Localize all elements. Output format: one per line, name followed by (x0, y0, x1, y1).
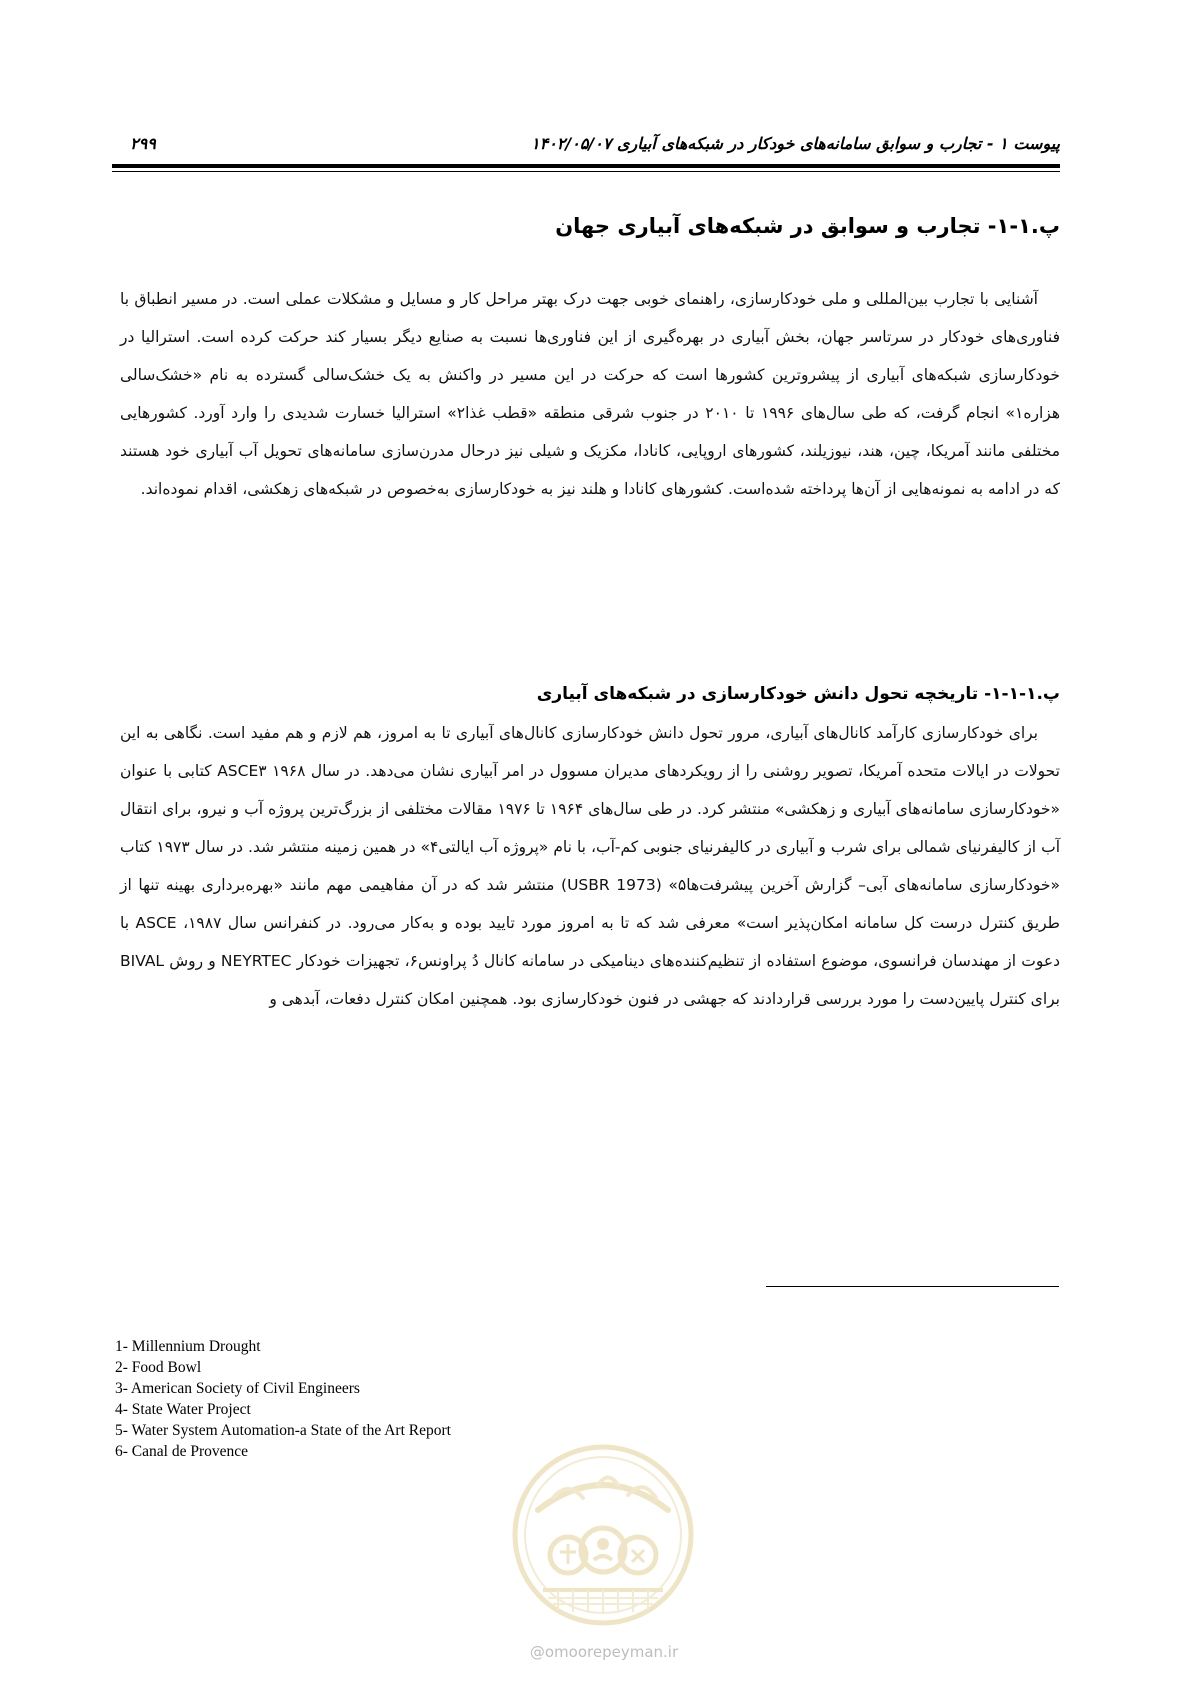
footnote: 5- Water System Automation-a State of the Art Report (115, 1422, 451, 1439)
footnote: 2- Food Bowl (115, 1359, 202, 1376)
subsection-heading: پ.۱-۱-۱- تاریخچه تحول دانش خودکارسازی در شبکه‌های آبیاری (536, 684, 1060, 704)
section-paragraph (120, 280, 1060, 508)
footnote: 6- Canal de Provence (115, 1443, 248, 1460)
watermark-url: @omoorepeyman.ir (529, 1643, 679, 1661)
header-rule-thin (112, 171, 1060, 172)
running-header (112, 126, 1060, 162)
header-title: پیوست ۱ - تجارب و سوابق سامانه‌های خودکار در شبکه‌های آبیاری ۱۴۰۲/۰۵/۰۷ (531, 134, 1060, 153)
footnote-separator (766, 1286, 1059, 1287)
subsection-paragraph (120, 714, 1060, 1018)
header-rule (112, 164, 1060, 168)
footnote: 4- State Water Project (115, 1401, 251, 1418)
subsection-paragraph-text: برای خودکارسازی کارآمد کانال‌های آبیاری، مرور تحول دانش خودکارسازی کانال‌های آبیاری تا به امروز، هم لازم و هم مفید است. نگاهی به این تحولات در ایالات متحده آمریکا، تصویر روشنی را از رویکردهای مدیران مسوول در امر آبیاری نشان می‌دهد. در سال ۱۹۶۸ ASCE۳ کتابی با عنوان «خودکارسازی سامانه‌های آبیاری و زهکشی» منتشر کرد. در طی سال‌های ۱۹۶۴ تا ۱۹۷۶ مقالات مختلفی از بزرگ‌ترین پروژه آب و نیرو، برای انتقال آب از کالیفرنیای شمالی برای شرب و آبیاری در کالیفرنیای جنوبی کم-آب، با نام «پروژه آب ایالتی۴» در همین زمینه منتشر شد. در سال ۱۹۷۳ کتاب «خودکارسازی سامانه‌های آبی– گزارش آخرین پیشرفت‌ها۵» (USBR 1973) منتشر شد که در آن مفاهیمی مهم مانند «بهره‌برداری بهینه تنها از طریق کنترل درست کل سامانه امکان‌پذیر است» معرفی شد که تا به امروز مورد تایید بوده و به‌کار می‌رود. در کنفرانس سال ۱۹۸۷، ASCE با دعوت از مهندسان فرانسوی، موضوع استفاده از تنظیم‌کننده‌های دینامیکی در سامانه کانال دُ پراونس۶، تجهیزات خودکار NEYRTEC و روش BIVAL برای کنترل پایین‌دست را مورد بررسی قراردادند که جهشی در فنون خودکارسازی بود. همچنین امکان کنترل دفعات، آبدهی و (120, 724, 1061, 1008)
footnote: 3- American Society of Civil Engineers (115, 1380, 360, 1397)
footnote: 1- Millennium Drought (115, 1338, 261, 1355)
watermark-seal-icon (508, 1440, 698, 1630)
section-heading: پ.۱-۱- تجارب و سوابق در شبکه‌های آبیاری جهان (555, 214, 1060, 238)
section-paragraph-text: آشنایی با تجارب بین‌المللی و ملی خودکارسازی، راهنمای خوبی جهت درک بهتر مراحل کار و مسایل و مشکلات عملی است. در مسیر انطباق با فناوری‌های خودکار در سرتاسر جهان، بخش آبیاری در بهره‌گیری از این فناوری‌ها نسبت به صنایع دیگر بسیار کند حرکت کرده است. استرالیا در خودکارسازی شبکه‌های آبیاری از پیشروترین کشورها است که حرکت در این مسیر در واکنش به یک خشک‌سالی گسترده به نام «خشک‌سالی هزاره۱» انجام گرفت، که طی سال‌های ۱۹۹۶ تا ۲۰۱۰ در جنوب شرقی منطقه «قطب غذا۲» استرالیا خسارت شدیدی را وارد آورد. کشورهایی مختلفی مانند آمریکا، چین، هند، نیوزیلند، کشورهای اروپایی، کانادا، مکزیک و شیلی نیز درحال مدرن‌سازی سامانه‌های تحویل آب آبیاری خود هستند که در ادامه به نمونه‌هایی از آن‌ها پرداخته شده‌است. کشورهای کانادا و هلند نیز به خودکارسازی به‌خصوص در شبکه‌های زهکشی، اقدام نموده‌اند. (120, 290, 1061, 498)
page-number: ۲۹۹ (130, 134, 156, 153)
